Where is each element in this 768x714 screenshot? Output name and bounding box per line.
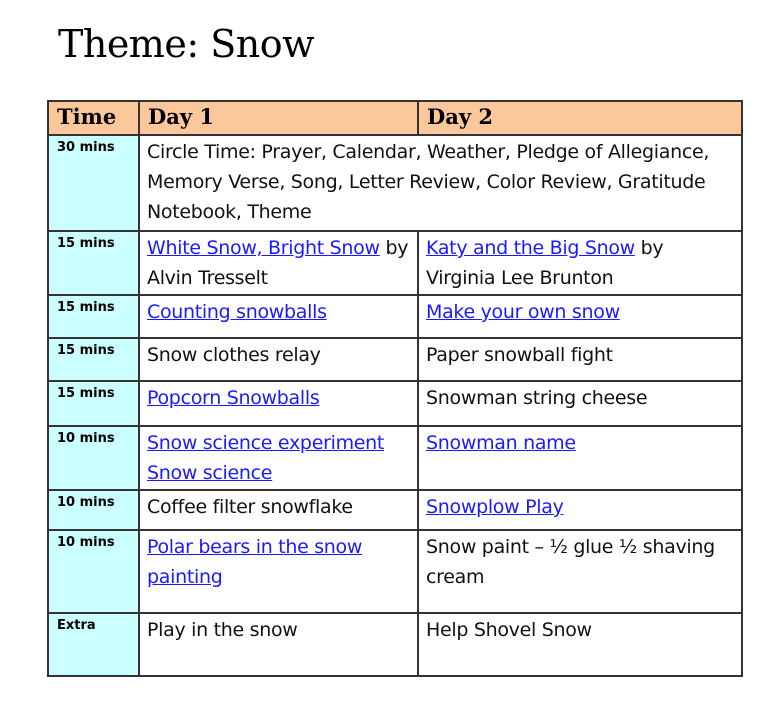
activity-link[interactable]: Make your own snow (426, 301, 620, 323)
day1-cell (139, 426, 418, 490)
activity-text: Snow clothes relay (147, 344, 321, 366)
page-title: Theme: Snow (58, 22, 315, 66)
time-cell: 15 mins (48, 295, 139, 338)
activity-text: Help Shovel Snow (426, 619, 592, 641)
activity-text: by Virginia Lee Brunton (426, 237, 664, 289)
circle-time-cell: Circle Time: Prayer, Calendar, Weather, Pledge of Allegiance, Memory Verse, Song, Letter Review, Color Review, Gratitude Notebook, Theme (139, 135, 742, 231)
header-day1: Day 1 (139, 101, 418, 135)
activity-link[interactable]: White Snow, Bright Snow (147, 237, 380, 259)
header-row (48, 101, 742, 135)
activity-text: Snowman string cheese (426, 387, 648, 409)
activity-link[interactable]: Katy and the Big Snow (426, 237, 635, 259)
activity-link[interactable]: Polar bears in the snow painting (147, 536, 363, 588)
table-row (48, 135, 742, 231)
activity-link[interactable]: Snow science experiment (147, 432, 385, 454)
day2-cell (418, 338, 742, 381)
table-row (48, 613, 742, 676)
day2-cell (418, 381, 742, 426)
day1-cell (139, 231, 418, 295)
activity-link[interactable]: Snowman name (426, 432, 576, 454)
day2-cell (418, 530, 742, 613)
activity-text: Coffee filter snowflake (147, 496, 353, 518)
day1-cell (139, 381, 418, 426)
time-cell: Extra (48, 613, 139, 676)
day1-cell (139, 295, 418, 338)
table-row (48, 426, 742, 490)
table-row (48, 490, 742, 530)
time-cell: 30 mins (48, 135, 139, 231)
schedule-table (47, 100, 743, 677)
day1-cell (139, 613, 418, 676)
header-day2: Day 2 (418, 101, 742, 135)
activity-text: by Alvin Tresselt (147, 237, 409, 289)
day1-cell (139, 490, 418, 530)
activity-link[interactable]: Counting snowballs (147, 301, 327, 323)
day1-cell (139, 530, 418, 613)
activity-text: Play in the snow (147, 619, 298, 641)
time-cell: 10 mins (48, 490, 139, 530)
time-cell: 15 mins (48, 381, 139, 426)
day2-cell (418, 613, 742, 676)
table-row (48, 530, 742, 613)
table-row (48, 231, 742, 295)
time-cell: 10 mins (48, 530, 139, 613)
day2-cell (418, 426, 742, 490)
table-row (48, 381, 742, 426)
day2-cell (418, 490, 742, 530)
table-row (48, 295, 742, 338)
activity-link[interactable]: Snow science (147, 462, 273, 484)
header-time: Time (48, 101, 139, 135)
time-cell: 15 mins (48, 338, 139, 381)
activity-text: Paper snowball fight (426, 344, 613, 366)
day1-cell (139, 338, 418, 381)
activity-link[interactable]: Snowplow Play (426, 496, 564, 518)
activity-text: Snow paint – ½ glue ½ shaving cream (426, 536, 715, 588)
time-cell: 15 mins (48, 231, 139, 295)
time-cell: 10 mins (48, 426, 139, 490)
day2-cell (418, 295, 742, 338)
day2-cell (418, 231, 742, 295)
activity-link[interactable]: Popcorn Snowballs (147, 387, 320, 409)
table-row (48, 338, 742, 381)
